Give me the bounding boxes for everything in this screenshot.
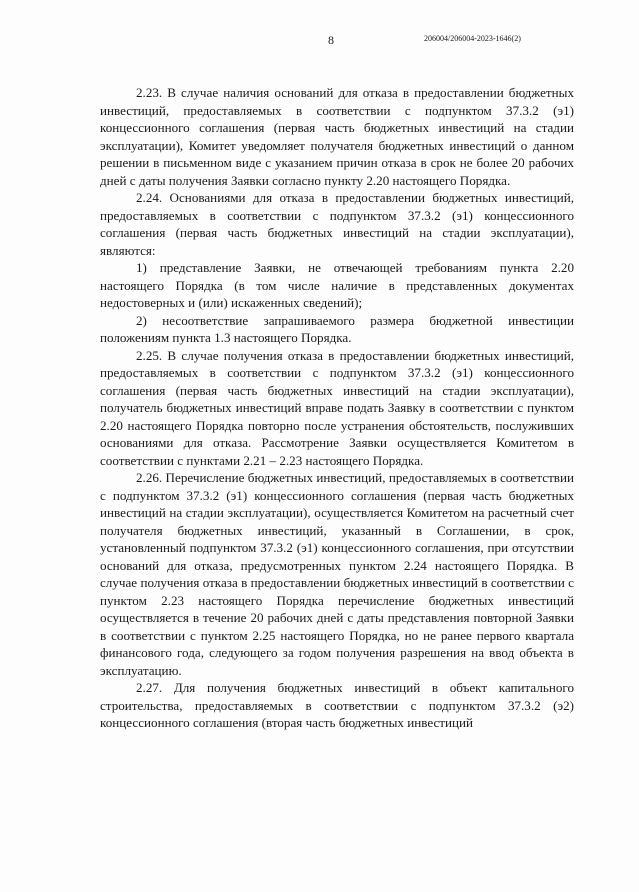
paragraph-2-26: 2.26. Перечисление бюджетных инвестиций, предоставляемых в соответствии с подпунктом 37.3.2 (э1) концессионного соглашения (первая часть бюджетных инвестиций на стадии эксплуатации), осуществляется Комитетом на расчетный счет получателя бюджетных инвестиций, указанный в Соглашении, в срок, установленный подпунктом 37.3.2 (э1) концессионного соглашения, при отсутствии оснований для отказа, предусмотренных пунктом 2.24 настоящего Порядка. В случае получения отказа в предоставлении бюджетных инвестиций в соответствии с пунктом 2.23 настоящего Порядка перечисление бюджетных инвестиций осуществляется в течение 20 рабочих дней с даты представления повторной Заявки в соответствии с пунктом 2.25 настоящего Порядка, но не ранее первого квартала финансового года, следующего за годом получения разрешения на ввод объекта в эксплуатацию. xyxy=(100,470,574,678)
paragraph-2-25: 2.25. В случае получения отказа в предоставлении бюджетных инвестиций, предоставляемых в соответствии с подпунктом 37.3.2 (э1) концессионного соглашения (первая часть бюджетных инвестиций на стадии эксплуатации), получатель бюджетных инвестиций вправе подать Заявку в соответствии с пунктом 2.20 настоящего Порядка повторно после устранения обстоятельств, послуживших основаниями для отказа. Рассмотрение Заявки осуществляется Комитетом в соответствии с пунктами 2.21 – 2.23 настоящего Порядка. xyxy=(100,347,574,468)
paragraph-2-24-item-2: 2) несоответствие запрашиваемого размера бюджетной инвестиции положениям пункта 1.3 настоящего Порядка. xyxy=(100,312,574,345)
paragraph-2-24: 2.24. Основаниями для отказа в предоставлении бюджетных инвестиций, предоставляемых в соответствии с подпунктом 37.3.2 (э1) концессионного соглашения (первая часть бюджетных инвестиций на стадии эксплуатации), являются: xyxy=(100,190,574,258)
paragraph-2-27: 2.27. Для получения бюджетных инвестиций в объект капитального строительства, предоставляемых в соответствии с подпунктом 37.3.2 (э2) концессионного соглашения (вторая часть бюджетных инвестиций xyxy=(100,680,574,730)
paragraph-2-24-item-1: 1) представление Заявки, не отвечающей требованиям пункта 2.20 настоящего Порядка (в том числе наличие в представленных документах недостоверных и (или) искаженных сведений); xyxy=(100,260,574,310)
document-code: 206004/206004-2023-1646(2) xyxy=(424,34,521,43)
page-number: 8 xyxy=(328,33,334,47)
document-body xyxy=(100,84,574,732)
paragraph-2-23: 2.23. В случае наличия оснований для отказа в предоставлении бюджетных инвестиций, предоставляемых в соответствии с подпунктом 37.3.2 (э1) концессионного соглашения (первая часть бюджетных инвестиций на стадии эксплуатации), Комитет уведомляет получателя бюджетных инвестиций о данном решении в письменном виде с указанием причин отказа в срок не более 20 рабочих дней с даты получения Заявки согласно пункту 2.20 настоящего Порядка. xyxy=(100,85,574,188)
